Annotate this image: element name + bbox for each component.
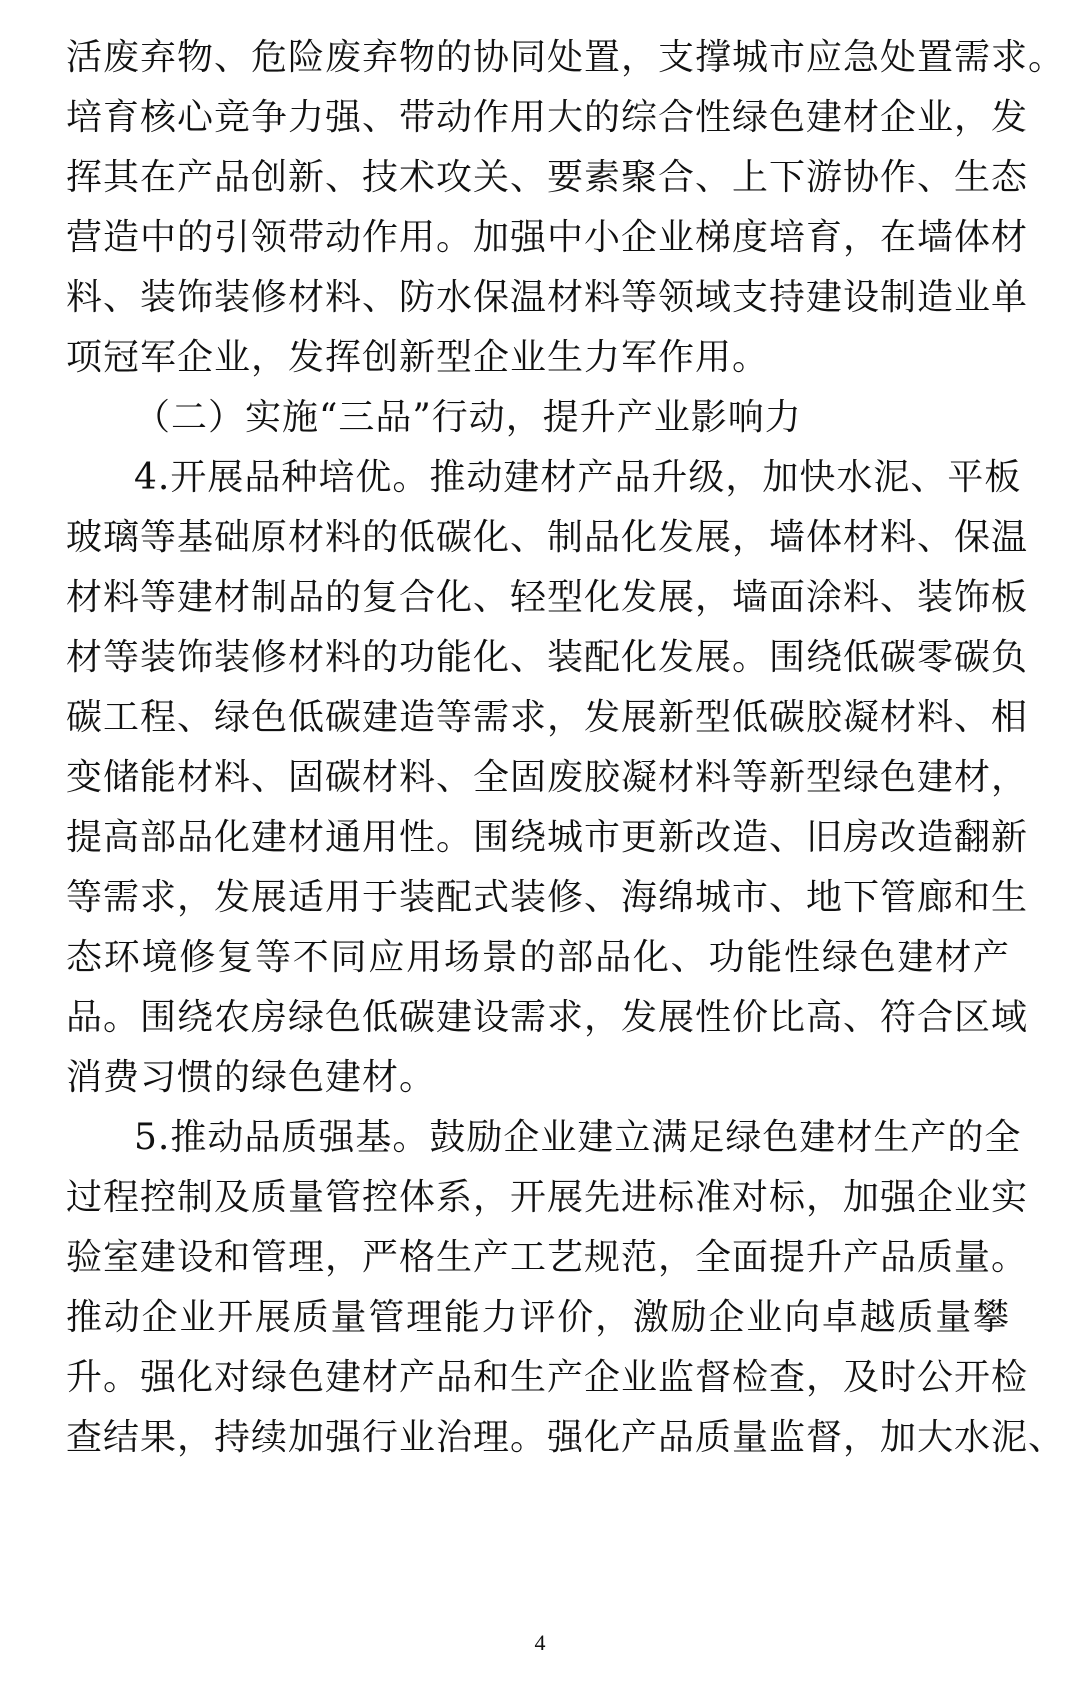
body-line: 变储能材料、固碳材料、全固废胶凝材料等新型绿色建材， [66, 757, 1029, 798]
paragraph-start-line: 4.开展品种培优。推动建材产品升级，加快水泥、平板 [134, 457, 1022, 498]
body-line: 提高部品化建材通用性。围绕城市更新改造、旧房改造翻新 [66, 817, 1029, 858]
body-line: 态环境修复等不同应用场景的部品化、功能性绿色建材产 [66, 937, 1010, 978]
body-line: 推动企业开展质量管理能力评价，激励企业向卓越质量攀 [66, 1297, 1010, 1338]
body-line: 消费习惯的绿色建材。 [66, 1057, 437, 1098]
body-line: 材料等建材制品的复合化、轻型化发展，墙面涂料、装饰板 [66, 577, 1029, 618]
body-line: 验室建设和管理，严格生产工艺规范，全面提升产品质量。 [66, 1237, 1029, 1278]
page-number: 4 [534, 1630, 546, 1655]
body-line: 料、装饰装修材料、防水保温材料等领域支持建设制造业单 [66, 277, 1029, 318]
paragraph-start-line: 5.推动品质强基。鼓励企业建立满足绿色建材生产的全 [134, 1117, 1022, 1158]
body-line: 项冠军企业，发挥创新型企业生力军作用。 [66, 337, 770, 378]
body-line: 挥其在产品创新、技术攻关、要素聚合、上下游协作、生态 [66, 157, 1029, 198]
body-line: 培育核心竞争力强、带动作用大的综合性绿色建材企业，发 [66, 97, 1029, 138]
body-line: 过程控制及质量管控体系，开展先进标准对标，加强企业实 [66, 1177, 1029, 1218]
body-line: 活废弃物、危险废弃物的协同处置，支撑城市应急处置需求。 [66, 37, 1066, 78]
body-line: 升。强化对绿色建材产品和生产企业监督检查，及时公开检 [66, 1357, 1029, 1398]
body-line: 等需求，发展适用于装配式装修、海绵城市、地下管廊和生 [66, 877, 1029, 918]
body-line: 品。围绕农房绿色低碳建设需求，发展性价比高、符合区域 [66, 997, 1029, 1038]
body-line: 材等装饰装修材料的功能化、装配化发展。围绕低碳零碳负 [66, 637, 1029, 678]
body-line: 营造中的引领带动作用。加强中小企业梯度培育，在墙体材 [66, 217, 1029, 258]
body-line: 玻璃等基础原材料的低碳化、制品化发展，墙体材料、保温 [66, 517, 1029, 558]
body-line: 碳工程、绿色低碳建造等需求，发展新型低碳胶凝材料、相 [66, 697, 1029, 738]
body-line: 查结果，持续加强行业治理。强化产品质量监督，加大水泥、 [66, 1417, 1066, 1458]
section-heading: （二）实施“三品”行动，提升产业影响力 [134, 397, 802, 438]
